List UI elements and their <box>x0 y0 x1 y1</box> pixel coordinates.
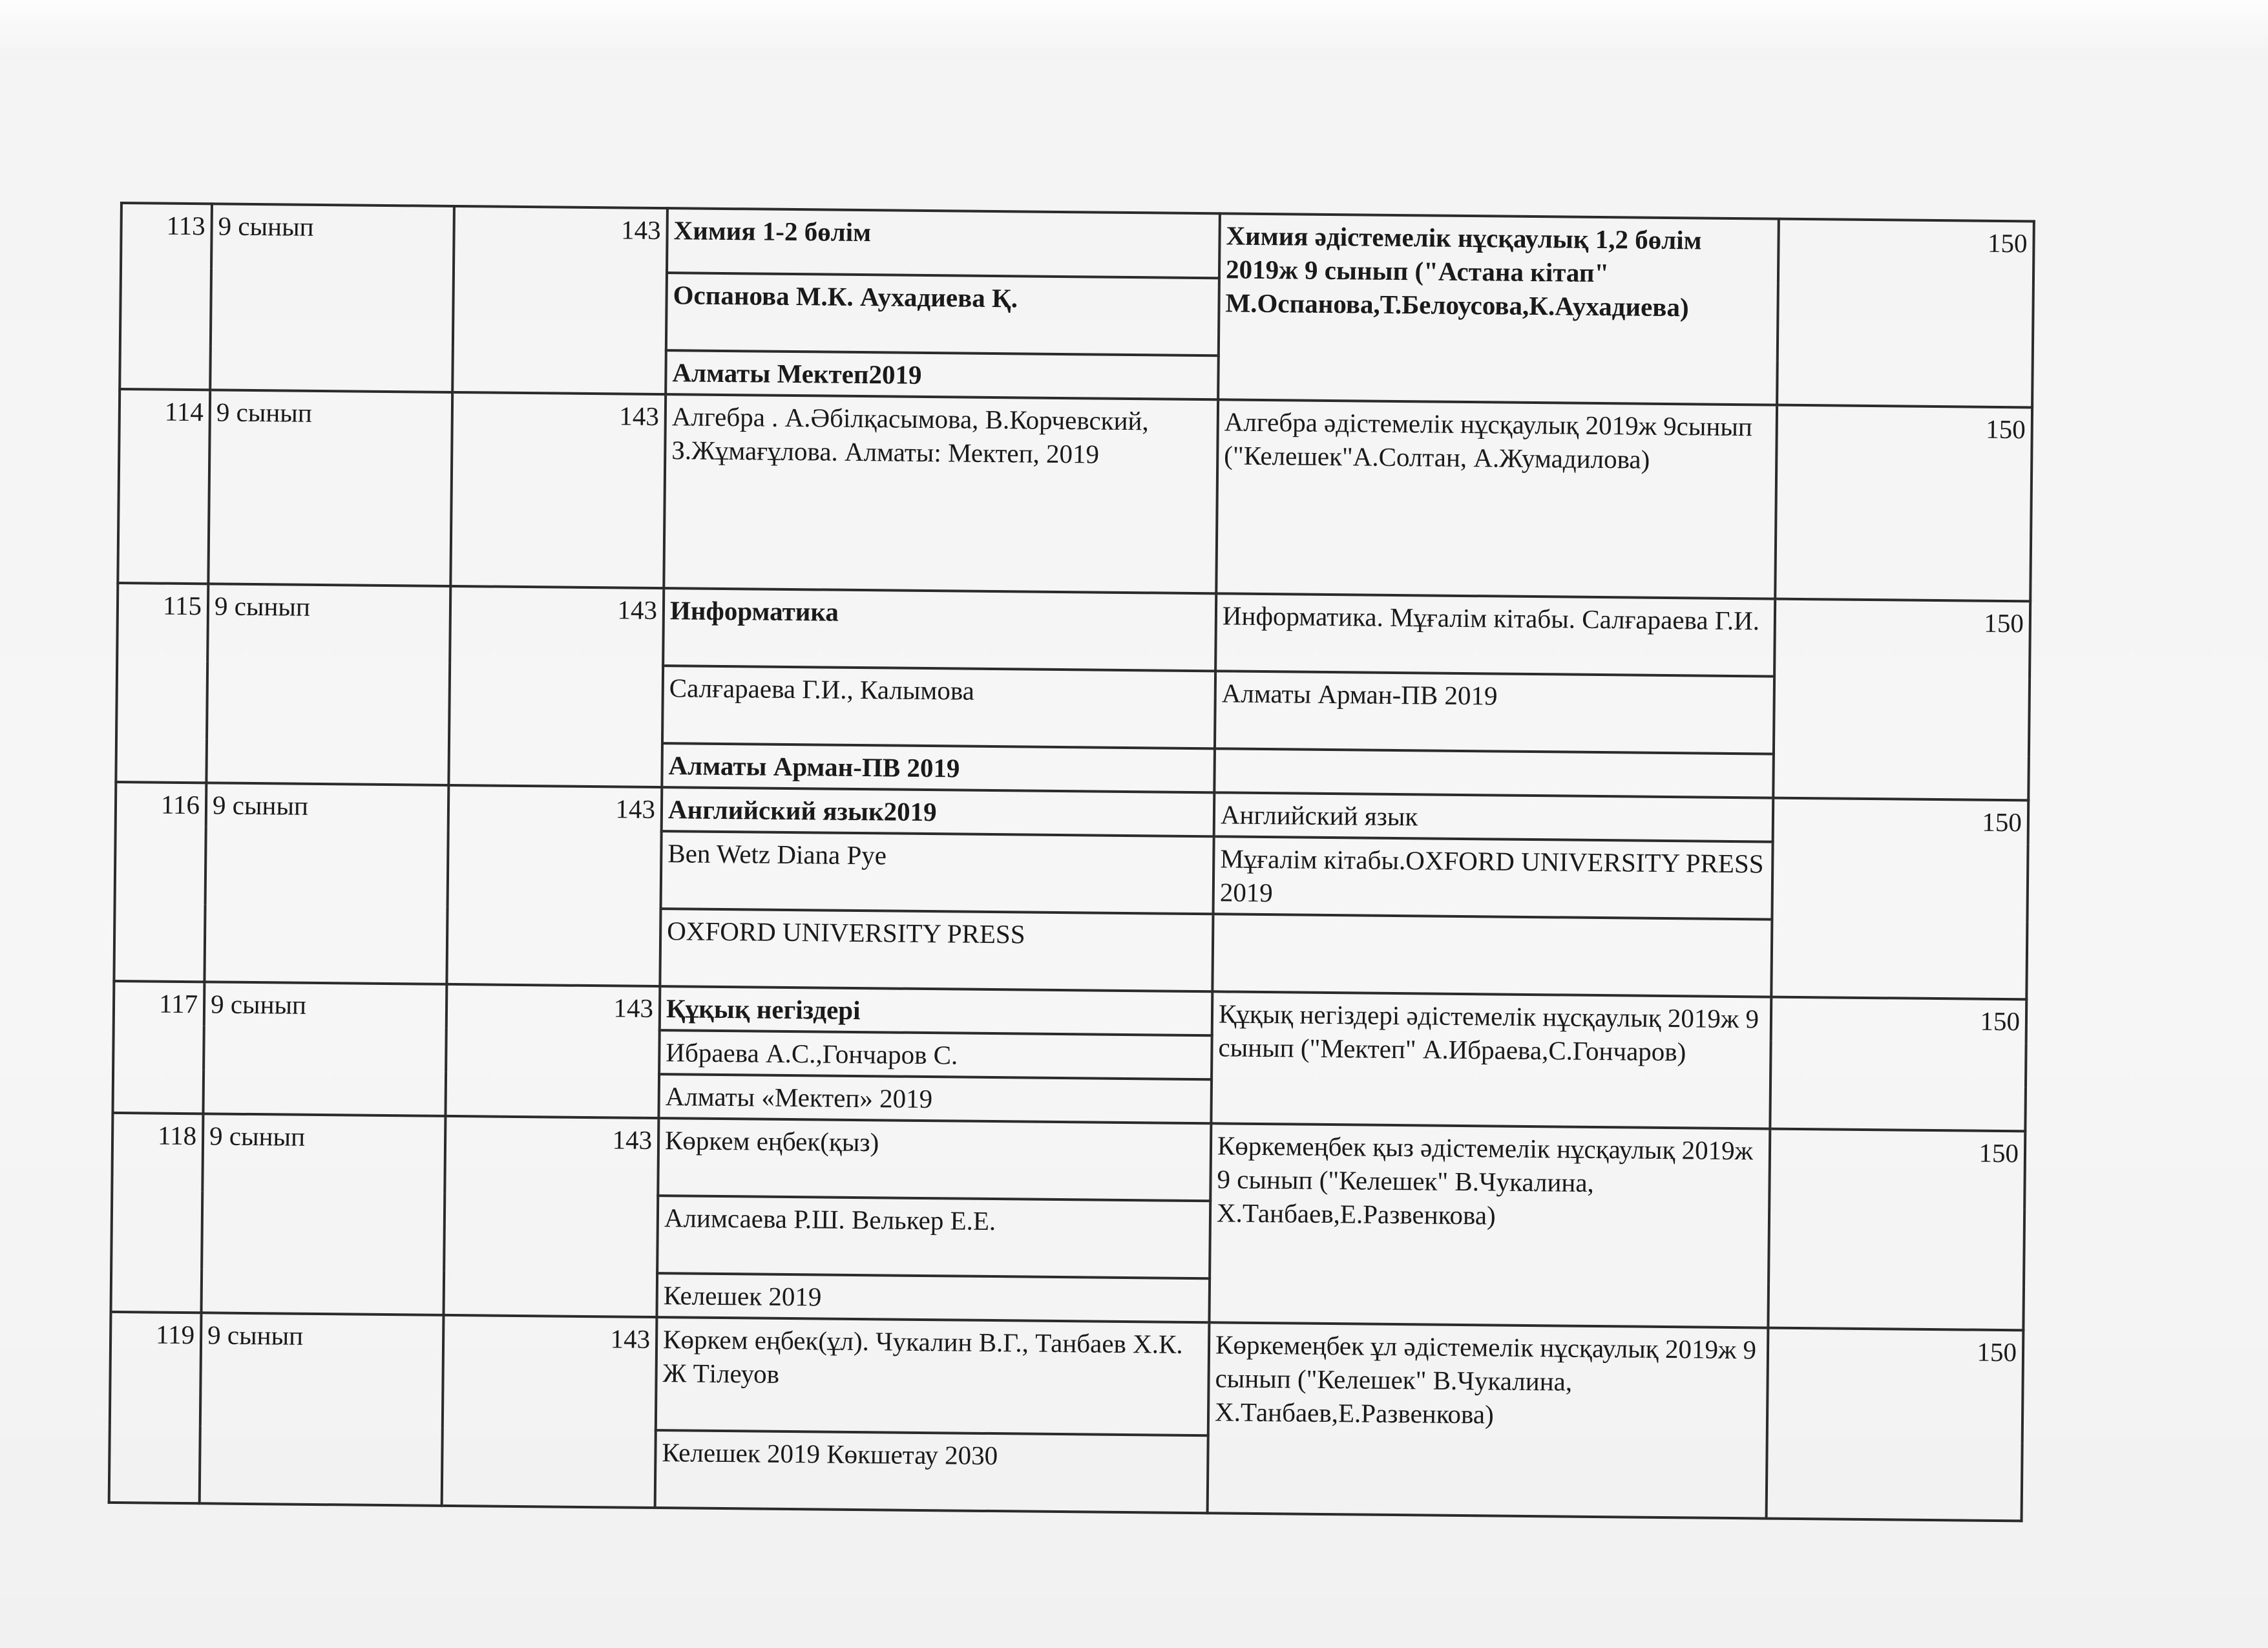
book-authors: Ибраева А.С.,Гончаров С. <box>659 1030 1212 1079</box>
book-title: Алгебра . А.Әбілқасымова, В.Корчевский, З.Жұмағұлова. Алматы: Мектеп, 2019 <box>664 394 1218 593</box>
grade-cell: 9 сынып <box>202 1114 446 1315</box>
quantity-cell: 150 <box>1770 997 2026 1132</box>
guide-publisher: Алматы Арман-ПВ 2019 <box>1215 671 1774 754</box>
book-title: Информатика <box>663 588 1216 671</box>
guide-empty <box>1212 914 1772 997</box>
quantity-cell: 150 <box>1777 219 2034 408</box>
guide-cell: Алгебра әдістемелік нұсқаулық 2019ж 9сынып ("Келешек"А.Солтан, А.Жумадилова) <box>1216 399 1777 598</box>
quantity-cell: 150 <box>1775 405 2032 602</box>
grade-cell: 9 сынып <box>208 390 452 586</box>
count-cell: 143 <box>450 392 666 588</box>
row-number: 115 <box>116 583 208 783</box>
page-top-edge <box>0 0 2268 58</box>
guide-publisher: Мұғалім кітабы.OXFORD UNIVERSITY PRESS 2019 <box>1213 836 1772 919</box>
book-title: Английский язык2019 <box>662 787 1215 836</box>
quantity-cell: 150 <box>1767 1328 2024 1521</box>
row-number: 116 <box>114 782 206 982</box>
book-publisher: Келешек 2019 <box>656 1273 1210 1322</box>
guide-empty <box>1214 748 1774 798</box>
grade-cell: 9 сынып <box>204 783 448 984</box>
quantity-cell: 150 <box>1768 1129 2025 1331</box>
grade-cell: 9 сынып <box>200 1313 444 1506</box>
quantity-cell: 150 <box>1773 599 2030 801</box>
guide-cell: Көркемеңбек қыз әдістемелік нұсқаулық 2019ж 9 сынып ("Келешек" В.Чукалина, Х.Танбаев,Е.Развенкова) <box>1209 1123 1770 1327</box>
quantity-cell: 150 <box>1771 798 2028 1000</box>
count-cell: 143 <box>445 984 660 1118</box>
count-cell: 143 <box>443 1116 658 1317</box>
book-title: Көркем еңбек(қыз) <box>658 1118 1211 1201</box>
book-publisher: Алматы Мектеп2019 <box>666 350 1219 399</box>
row-number: 117 <box>112 981 204 1114</box>
book-authors: Алимсаева Р.Ш. Велькер Е.Е. <box>657 1196 1210 1278</box>
book-publisher: Алматы «Мектеп» 2019 <box>658 1074 1212 1123</box>
row-number: 113 <box>120 203 212 390</box>
book-publisher: Келешек 2019 Көкшетау 2030 <box>655 1430 1208 1513</box>
book-publisher: OXFORD UNIVERSITY PRESS <box>660 909 1213 991</box>
book-authors: Салғараева Г.И., Калымова <box>662 666 1215 748</box>
guide-title: Информатика. Мұғалім кітабы. Салғараева Г.И. <box>1215 593 1775 676</box>
grade-cell: 9 сынып <box>206 584 450 785</box>
count-cell: 143 <box>446 785 662 986</box>
guide-cell: Көркемеңбек ұл әдістемелік нұсқаулық 2019ж 9 сынып ("Келешек" В.Чукалина, Х.Танбаев,Е.Развенкова) <box>1208 1322 1769 1518</box>
book-publisher: Алматы Арман-ПВ 2019 <box>662 743 1215 792</box>
book-title: Көркем еңбек(ұл). Чукалин В.Г., Танбаев Х.К. Ж Тілеуов <box>656 1317 1210 1435</box>
row-number: 114 <box>118 389 210 584</box>
guide-cell: Химия әдістемелік нұсқаулық 1,2 бөлім 2019ж 9 сынып ("Астана кітап" М.Оспанова,Т.Белоусова,К.Аухадиева) <box>1218 213 1779 405</box>
count-cell: 143 <box>452 206 667 394</box>
grade-cell: 9 сынып <box>203 982 446 1116</box>
book-title: Құқық негіздері <box>660 986 1213 1035</box>
book-title: Химия 1-2 бөлім <box>667 208 1220 278</box>
row-number: 119 <box>109 1312 202 1503</box>
grade-cell: 9 сынып <box>210 204 454 392</box>
guide-cell: Құқық негіздері әдістемелік нұсқаулық 2019ж 9 сынып ("Мектеп" А.Ибраева,С.Гончаров) <box>1211 991 1771 1128</box>
count-cell: 143 <box>442 1315 657 1508</box>
guide-title: Английский язык <box>1214 792 1774 841</box>
textbook-table <box>108 202 2035 1522</box>
count-cell: 143 <box>448 586 664 787</box>
book-authors: Ben Wetz Diana Pye <box>661 831 1214 914</box>
row-number: 118 <box>111 1113 204 1313</box>
book-authors: Оспанова М.К. Аухадиева Қ. <box>666 273 1219 355</box>
